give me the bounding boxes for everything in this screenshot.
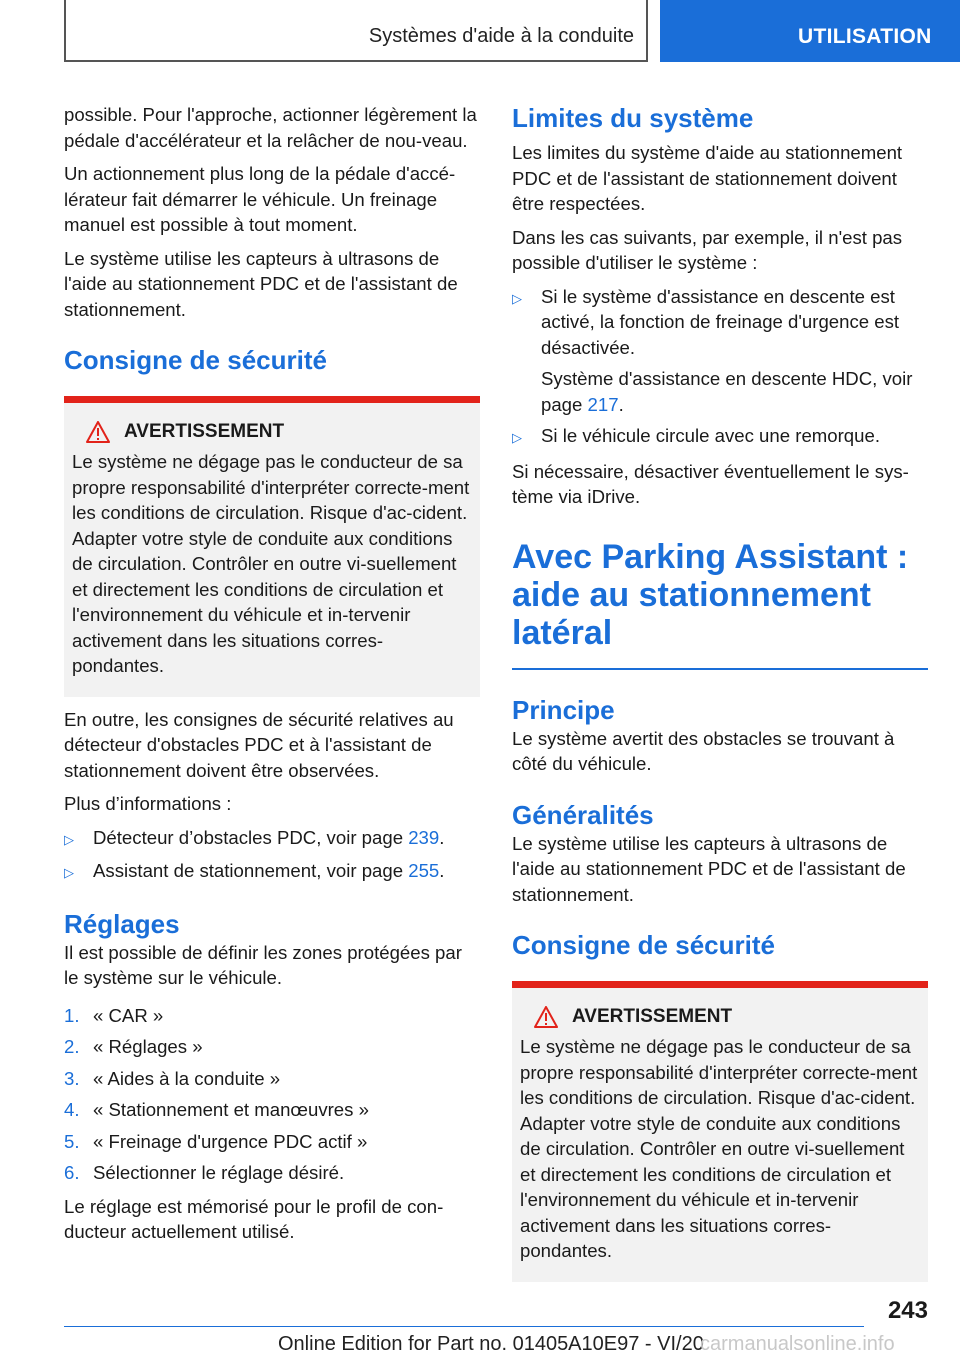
paragraph: Le système utilise les capteurs à ultrasons de l'aide au stationnement PDC et de l'assistant de stationnement. xyxy=(64,247,458,320)
settings-steps xyxy=(64,1003,480,1186)
warning-top-bar xyxy=(512,981,928,988)
edition-text: Online Edition for Part no. 01405A10E97 - VI/20 xyxy=(278,1333,704,1355)
list-item: 4. « Stationnement et manœuvres » xyxy=(64,1099,369,1120)
warning-triangle-icon xyxy=(534,1006,558,1028)
warning-box xyxy=(64,403,480,697)
list-item: 1. « CAR » xyxy=(64,1004,164,1026)
paragraph: Les limites du système d'aide au stationnement PDC et de l'assistant de stationnement doivent être respectées. xyxy=(512,142,903,214)
principle-heading: Principe xyxy=(512,694,615,725)
paragraph: Le système avertit des obstacles se trouvant à côté du véhicule. xyxy=(512,727,895,774)
settings-heading: Réglages xyxy=(64,908,180,939)
page-link-255[interactable]: 255 xyxy=(408,860,440,881)
triangle-bullet-icon: ▷ xyxy=(64,831,74,847)
limits-heading: Limites du système xyxy=(512,103,754,133)
right-column xyxy=(512,102,928,1282)
paragraph: Plus d’informations : xyxy=(64,793,232,814)
paragraph: Le système utilise les capteurs à ultrasons de l'aide au stationnement PDC et de l'assistant de stationnement. xyxy=(512,832,906,905)
page-number: 243 xyxy=(887,1297,928,1324)
list-item: ▷ Assistant de stationnement, voir page 255. xyxy=(64,858,480,886)
list-item: 6. Sélectionner le réglage désiré. xyxy=(64,1162,345,1183)
header-section-title xyxy=(64,0,648,62)
paragraph: Il est possible de définir les zones protégées par le système sur le véhicule. xyxy=(64,941,462,988)
header-chapter-tab[interactable] xyxy=(660,0,960,62)
warning-text: Le système ne dégage pas le conducteur de sa propre responsabilité d'interpréter correcte-ment les conditions de circulation. Risque d'ac-cident. Adapter votre style de conduite aux conditions de circulation. Contrôler en outre vi-suellement et directement les conditions de circulation et l'environnement du véhicule et in-tervenir activement dans les situations corres-pondantes. xyxy=(72,451,470,676)
triangle-bullet-icon: ▷ xyxy=(512,290,522,306)
warning-title: AVERTISSEMENT xyxy=(572,1006,733,1027)
limits-list xyxy=(512,284,928,451)
page-link-239[interactable]: 239 xyxy=(408,826,440,848)
paragraph: Si nécessaire, désactiver éventuellement le sys-tème via iDrive. xyxy=(512,460,909,507)
safety-heading: Consigne de sécurité xyxy=(512,930,775,960)
warning-box xyxy=(512,988,928,1282)
list-item: 5. « Freinage d'urgence PDC actif » xyxy=(64,1130,368,1152)
heading-rule xyxy=(512,668,928,670)
warning-title: AVERTISSEMENT xyxy=(124,421,285,442)
list-item: ▷ Si le système d'assistance en descente est activé, la fonction de freinage d'urgence est désactivée. Système d'assistance en descente HDC, voir page 217. xyxy=(512,284,928,418)
page-link-217[interactable]: 217 xyxy=(587,393,619,415)
paragraph: possible. Pour l'approche, actionner légèrement la pédale d'accélérateur et la relâcher de nou-veau. xyxy=(64,104,477,151)
left-column xyxy=(64,102,480,1253)
safety-heading: Consigne de sécurité xyxy=(64,345,327,375)
list-item: 3. « Aides à la conduite » xyxy=(64,1067,281,1089)
reference-list xyxy=(64,825,480,886)
triangle-bullet-icon: ▷ xyxy=(64,865,74,880)
warning-triangle-icon xyxy=(86,421,110,443)
list-item: ▷ Détecteur d’obstacles PDC, voir page 239. xyxy=(64,825,480,853)
paragraph: Un actionnement plus long de la pédale d'accé-lérateur fait démarrer le véhicule. Un freinage manuel est possible à tout moment. xyxy=(64,163,456,235)
footer-rule xyxy=(64,1326,864,1327)
chapter-title: UTILISATION xyxy=(798,25,932,48)
main-heading: Avec Parking Assistant : aide au stationnement latéral xyxy=(512,537,909,652)
warning-top-bar xyxy=(64,396,480,403)
paragraph: En outre, les consignes de sécurité relatives au détecteur d'obstacles PDC et à l'assistant de stationnement doivent être observées. xyxy=(64,708,454,781)
list-item: 2. « Réglages » xyxy=(64,1036,203,1057)
general-heading: Généralités xyxy=(512,799,654,830)
triangle-bullet-icon: ▷ xyxy=(512,430,522,445)
warning-text: Le système ne dégage pas le conducteur de sa propre responsabilité d'interpréter correcte-ment les conditions de circulation. Risque d'ac-cident. Adapter votre style de conduite aux conditions de circulation. Contrôler en outre vi-suellement et directement les conditions de circulation et l'environnement du véhicule et in-tervenir activement dans les situations corres-pondantes. xyxy=(520,1036,918,1261)
paragraph: Le réglage est mémorisé pour le profil de con-ducteur actuellement utilisé. xyxy=(64,1195,444,1242)
section-title: Systèmes d'aide à la conduite xyxy=(368,24,634,47)
list-item: ▷ Si le véhicule circule avec une remorque. xyxy=(512,423,928,451)
watermark-text: carmanualsonline.info xyxy=(700,1333,895,1355)
paragraph: Dans les cas suivants, par exemple, il n'est pas possible d'utiliser le système : xyxy=(512,226,903,273)
